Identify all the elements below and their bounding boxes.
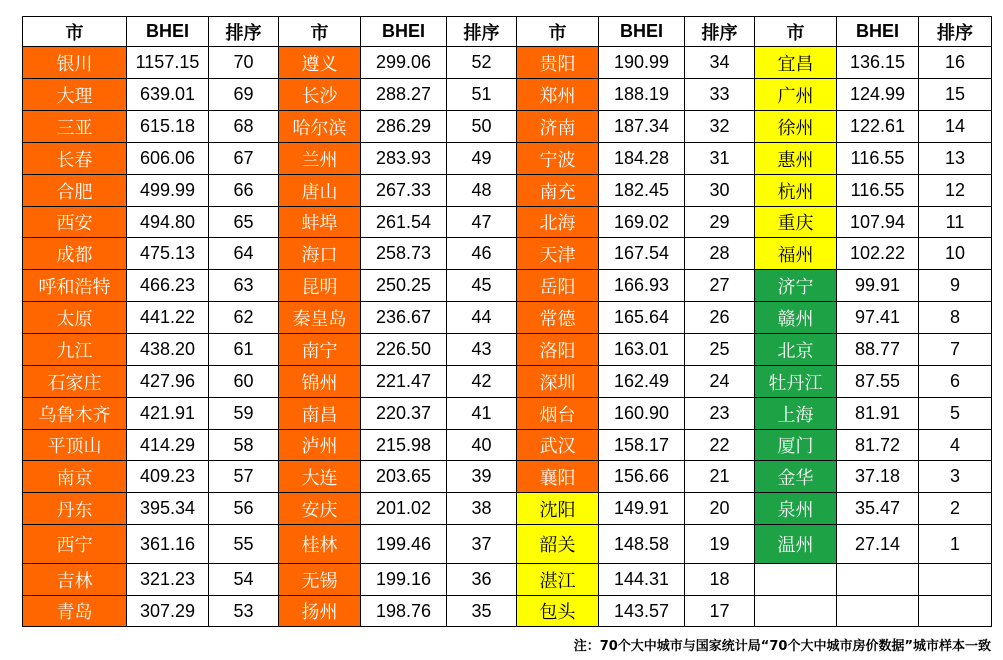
city-cell: 沈阳 — [517, 493, 599, 525]
rank-cell: 37 — [447, 525, 517, 564]
city-cell: 南宁 — [279, 334, 361, 366]
city-cell: 哈尔滨 — [279, 111, 361, 143]
rank-cell: 61 — [209, 334, 279, 366]
city-cell: 昆明 — [279, 270, 361, 302]
table-body — [23, 47, 992, 627]
city-cell: 温州 — [755, 525, 837, 564]
rank-cell: 4 — [919, 430, 992, 461]
city-cell: 锦州 — [279, 366, 361, 398]
city-cell: 兰州 — [279, 143, 361, 175]
header-bhei: BHEI — [127, 17, 209, 47]
bhei-cell: 475.13 — [127, 238, 209, 270]
bhei-cell: 88.77 — [837, 334, 919, 366]
bhei-cell: 190.99 — [599, 47, 685, 79]
city-cell: 青岛 — [23, 596, 127, 627]
bhei-cell: 102.22 — [837, 238, 919, 270]
bhei-cell: 421.91 — [127, 398, 209, 430]
table-row — [23, 143, 992, 175]
city-cell: 北海 — [517, 207, 599, 238]
city-cell: 安庆 — [279, 493, 361, 525]
city-cell: 常德 — [517, 302, 599, 334]
bhei-cell: 606.06 — [127, 143, 209, 175]
city-cell: 长春 — [23, 143, 127, 175]
rank-cell: 21 — [685, 461, 755, 493]
city-cell: 太原 — [23, 302, 127, 334]
city-cell: 济宁 — [755, 270, 837, 302]
rank-cell: 57 — [209, 461, 279, 493]
rank-cell: 26 — [685, 302, 755, 334]
footnote: 注：70个大中城市与国家统计局“70个大中城市房价数据”城市样本一致 — [573, 639, 991, 654]
rank-cell: 17 — [685, 596, 755, 627]
city-cell: 济南 — [517, 111, 599, 143]
city-cell: 重庆 — [755, 207, 837, 238]
header-rank: 排序 — [447, 17, 517, 47]
city-cell: 杭州 — [755, 175, 837, 207]
rank-cell: 16 — [919, 47, 992, 79]
city-cell: 成都 — [23, 238, 127, 270]
city-cell: 乌鲁木齐 — [23, 398, 127, 430]
table-row — [23, 596, 992, 627]
bhei-cell: 81.72 — [837, 430, 919, 461]
rank-cell: 47 — [447, 207, 517, 238]
rank-cell — [919, 596, 992, 627]
rank-cell: 10 — [919, 238, 992, 270]
city-cell: 西宁 — [23, 525, 127, 564]
bhei-cell: 236.67 — [361, 302, 447, 334]
city-cell: 桂林 — [279, 525, 361, 564]
rank-cell: 30 — [685, 175, 755, 207]
header-rank: 排序 — [919, 17, 992, 47]
header-bhei: BHEI — [361, 17, 447, 47]
bhei-cell: 250.25 — [361, 270, 447, 302]
rank-cell: 8 — [919, 302, 992, 334]
bhei-cell: 163.01 — [599, 334, 685, 366]
bhei-cell: 215.98 — [361, 430, 447, 461]
rank-cell: 7 — [919, 334, 992, 366]
bhei-cell: 283.93 — [361, 143, 447, 175]
bhei-cell: 116.55 — [837, 175, 919, 207]
bhei-cell: 122.61 — [837, 111, 919, 143]
rank-cell: 63 — [209, 270, 279, 302]
city-cell: 广州 — [755, 79, 837, 111]
city-cell: 泉州 — [755, 493, 837, 525]
rank-cell: 1 — [919, 525, 992, 564]
city-cell: 湛江 — [517, 564, 599, 596]
rank-cell: 2 — [919, 493, 992, 525]
bhei-cell: 258.73 — [361, 238, 447, 270]
table-row — [23, 111, 992, 143]
bhei-cell: 494.80 — [127, 207, 209, 238]
bhei-cell: 1157.15 — [127, 47, 209, 79]
city-cell — [755, 564, 837, 596]
rank-cell: 3 — [919, 461, 992, 493]
header-city: 市 — [279, 17, 361, 47]
bhei-cell: 414.29 — [127, 430, 209, 461]
rank-cell: 70 — [209, 47, 279, 79]
rank-cell: 27 — [685, 270, 755, 302]
rank-cell: 15 — [919, 79, 992, 111]
rank-cell: 6 — [919, 366, 992, 398]
rank-cell: 33 — [685, 79, 755, 111]
bhei-cell: 226.50 — [361, 334, 447, 366]
city-cell: 北京 — [755, 334, 837, 366]
city-cell: 烟台 — [517, 398, 599, 430]
rank-cell: 53 — [209, 596, 279, 627]
bhei-cell: 188.19 — [599, 79, 685, 111]
city-cell: 蚌埠 — [279, 207, 361, 238]
rank-cell: 39 — [447, 461, 517, 493]
rank-cell: 67 — [209, 143, 279, 175]
city-cell: 上海 — [755, 398, 837, 430]
bhei-cell: 35.47 — [837, 493, 919, 525]
header-bhei: BHEI — [837, 17, 919, 47]
city-cell: 扬州 — [279, 596, 361, 627]
rank-cell: 23 — [685, 398, 755, 430]
header-city: 市 — [517, 17, 599, 47]
city-cell: 牡丹江 — [755, 366, 837, 398]
bhei-cell: 37.18 — [837, 461, 919, 493]
bhei-cell: 166.93 — [599, 270, 685, 302]
bhei-cell: 499.99 — [127, 175, 209, 207]
header-rank: 排序 — [209, 17, 279, 47]
city-cell: 石家庄 — [23, 366, 127, 398]
rank-cell: 42 — [447, 366, 517, 398]
table-row — [23, 525, 992, 564]
city-cell: 无锡 — [279, 564, 361, 596]
city-cell: 丹东 — [23, 493, 127, 525]
city-cell: 遵义 — [279, 47, 361, 79]
bhei-cell: 107.94 — [837, 207, 919, 238]
rank-cell: 46 — [447, 238, 517, 270]
bhei-cell: 143.57 — [599, 596, 685, 627]
rank-cell: 55 — [209, 525, 279, 564]
table-row — [23, 175, 992, 207]
bhei-cell: 409.23 — [127, 461, 209, 493]
table-row — [23, 398, 992, 430]
bhei-ranking-table — [22, 16, 992, 627]
table-row — [23, 207, 992, 238]
bhei-cell: 639.01 — [127, 79, 209, 111]
header-row — [23, 17, 992, 47]
bhei-cell: 144.31 — [599, 564, 685, 596]
bhei-cell: 615.18 — [127, 111, 209, 143]
table-row — [23, 461, 992, 493]
rank-cell: 69 — [209, 79, 279, 111]
city-cell: 合肥 — [23, 175, 127, 207]
rank-cell: 45 — [447, 270, 517, 302]
bhei-cell: 199.16 — [361, 564, 447, 596]
bhei-cell: 220.37 — [361, 398, 447, 430]
rank-cell: 49 — [447, 143, 517, 175]
bhei-cell: 361.16 — [127, 525, 209, 564]
city-cell: 宜昌 — [755, 47, 837, 79]
bhei-cell: 148.58 — [599, 525, 685, 564]
bhei-cell: 184.28 — [599, 143, 685, 175]
table-row — [23, 564, 992, 596]
bhei-cell: 321.23 — [127, 564, 209, 596]
rank-cell: 5 — [919, 398, 992, 430]
bhei-cell: 27.14 — [837, 525, 919, 564]
city-cell: 银川 — [23, 47, 127, 79]
bhei-cell: 97.41 — [837, 302, 919, 334]
city-cell: 长沙 — [279, 79, 361, 111]
bhei-cell: 169.02 — [599, 207, 685, 238]
rank-cell: 11 — [919, 207, 992, 238]
rank-cell: 48 — [447, 175, 517, 207]
rank-cell: 24 — [685, 366, 755, 398]
rank-cell: 54 — [209, 564, 279, 596]
city-cell: 包头 — [517, 596, 599, 627]
city-cell: 吉林 — [23, 564, 127, 596]
city-cell: 贵阳 — [517, 47, 599, 79]
bhei-cell: 427.96 — [127, 366, 209, 398]
rank-cell: 12 — [919, 175, 992, 207]
rank-cell: 58 — [209, 430, 279, 461]
rank-cell — [919, 564, 992, 596]
rank-cell: 60 — [209, 366, 279, 398]
bhei-cell: 201.02 — [361, 493, 447, 525]
table-row — [23, 238, 992, 270]
table-row — [23, 366, 992, 398]
rank-cell: 36 — [447, 564, 517, 596]
rank-cell: 68 — [209, 111, 279, 143]
city-cell: 福州 — [755, 238, 837, 270]
city-cell: 南京 — [23, 461, 127, 493]
rank-cell: 66 — [209, 175, 279, 207]
city-cell: 郑州 — [517, 79, 599, 111]
header-rank: 排序 — [685, 17, 755, 47]
city-cell: 金华 — [755, 461, 837, 493]
bhei-cell: 81.91 — [837, 398, 919, 430]
bhei-cell: 165.64 — [599, 302, 685, 334]
bhei-cell: 438.20 — [127, 334, 209, 366]
table-row — [23, 79, 992, 111]
rank-cell: 59 — [209, 398, 279, 430]
bhei-cell: 162.49 — [599, 366, 685, 398]
bhei-cell: 299.06 — [361, 47, 447, 79]
bhei-cell: 160.90 — [599, 398, 685, 430]
city-cell: 泸州 — [279, 430, 361, 461]
rank-cell: 35 — [447, 596, 517, 627]
rank-cell: 38 — [447, 493, 517, 525]
rank-cell: 25 — [685, 334, 755, 366]
rank-cell: 20 — [685, 493, 755, 525]
bhei-cell: 221.47 — [361, 366, 447, 398]
header-city: 市 — [23, 17, 127, 47]
bhei-cell: 288.27 — [361, 79, 447, 111]
bhei-cell: 198.76 — [361, 596, 447, 627]
bhei-cell: 124.99 — [837, 79, 919, 111]
city-cell: 赣州 — [755, 302, 837, 334]
rank-cell: 44 — [447, 302, 517, 334]
rank-cell: 14 — [919, 111, 992, 143]
bhei-cell: 149.91 — [599, 493, 685, 525]
bhei-cell: 136.15 — [837, 47, 919, 79]
rank-cell: 65 — [209, 207, 279, 238]
bhei-cell: 261.54 — [361, 207, 447, 238]
rank-cell: 22 — [685, 430, 755, 461]
city-cell: 南昌 — [279, 398, 361, 430]
table-row — [23, 47, 992, 79]
rank-cell: 31 — [685, 143, 755, 175]
city-cell: 海口 — [279, 238, 361, 270]
bhei-cell: 182.45 — [599, 175, 685, 207]
rank-cell: 34 — [685, 47, 755, 79]
bhei-cell: 286.29 — [361, 111, 447, 143]
rank-cell: 43 — [447, 334, 517, 366]
bhei-cell: 441.22 — [127, 302, 209, 334]
bhei-cell — [837, 596, 919, 627]
bhei-cell: 87.55 — [837, 366, 919, 398]
city-cell: 秦皇岛 — [279, 302, 361, 334]
table-row — [23, 430, 992, 461]
city-cell: 深圳 — [517, 366, 599, 398]
bhei-cell: 203.65 — [361, 461, 447, 493]
city-cell: 大连 — [279, 461, 361, 493]
rank-cell: 19 — [685, 525, 755, 564]
header-city: 市 — [755, 17, 837, 47]
bhei-cell: 116.55 — [837, 143, 919, 175]
rank-cell: 50 — [447, 111, 517, 143]
city-cell: 平顶山 — [23, 430, 127, 461]
city-cell: 大理 — [23, 79, 127, 111]
rank-cell: 52 — [447, 47, 517, 79]
city-cell: 惠州 — [755, 143, 837, 175]
city-cell: 韶关 — [517, 525, 599, 564]
city-cell: 西安 — [23, 207, 127, 238]
bhei-cell: 199.46 — [361, 525, 447, 564]
rank-cell: 51 — [447, 79, 517, 111]
rank-cell: 41 — [447, 398, 517, 430]
rank-cell: 29 — [685, 207, 755, 238]
city-cell: 天津 — [517, 238, 599, 270]
bhei-cell: 158.17 — [599, 430, 685, 461]
rank-cell: 9 — [919, 270, 992, 302]
bhei-cell: 156.66 — [599, 461, 685, 493]
bhei-cell: 267.33 — [361, 175, 447, 207]
rank-cell: 64 — [209, 238, 279, 270]
rank-cell: 56 — [209, 493, 279, 525]
header-bhei: BHEI — [599, 17, 685, 47]
table-row — [23, 270, 992, 302]
rank-cell: 32 — [685, 111, 755, 143]
city-cell: 宁波 — [517, 143, 599, 175]
table-row — [23, 334, 992, 366]
bhei-cell: 395.34 — [127, 493, 209, 525]
city-cell: 厦门 — [755, 430, 837, 461]
rank-cell: 18 — [685, 564, 755, 596]
bhei-cell: 167.54 — [599, 238, 685, 270]
city-cell: 武汉 — [517, 430, 599, 461]
city-cell: 唐山 — [279, 175, 361, 207]
bhei-cell: 307.29 — [127, 596, 209, 627]
bhei-cell: 466.23 — [127, 270, 209, 302]
bhei-cell: 187.34 — [599, 111, 685, 143]
city-cell: 襄阳 — [517, 461, 599, 493]
city-cell: 九江 — [23, 334, 127, 366]
rank-cell: 62 — [209, 302, 279, 334]
table-row — [23, 493, 992, 525]
city-cell — [755, 596, 837, 627]
rank-cell: 13 — [919, 143, 992, 175]
city-cell: 呼和浩特 — [23, 270, 127, 302]
rank-cell: 40 — [447, 430, 517, 461]
rank-cell: 28 — [685, 238, 755, 270]
bhei-cell: 99.91 — [837, 270, 919, 302]
table-row — [23, 302, 992, 334]
city-cell: 三亚 — [23, 111, 127, 143]
city-cell: 洛阳 — [517, 334, 599, 366]
city-cell: 徐州 — [755, 111, 837, 143]
bhei-cell — [837, 564, 919, 596]
city-cell: 南充 — [517, 175, 599, 207]
city-cell: 岳阳 — [517, 270, 599, 302]
